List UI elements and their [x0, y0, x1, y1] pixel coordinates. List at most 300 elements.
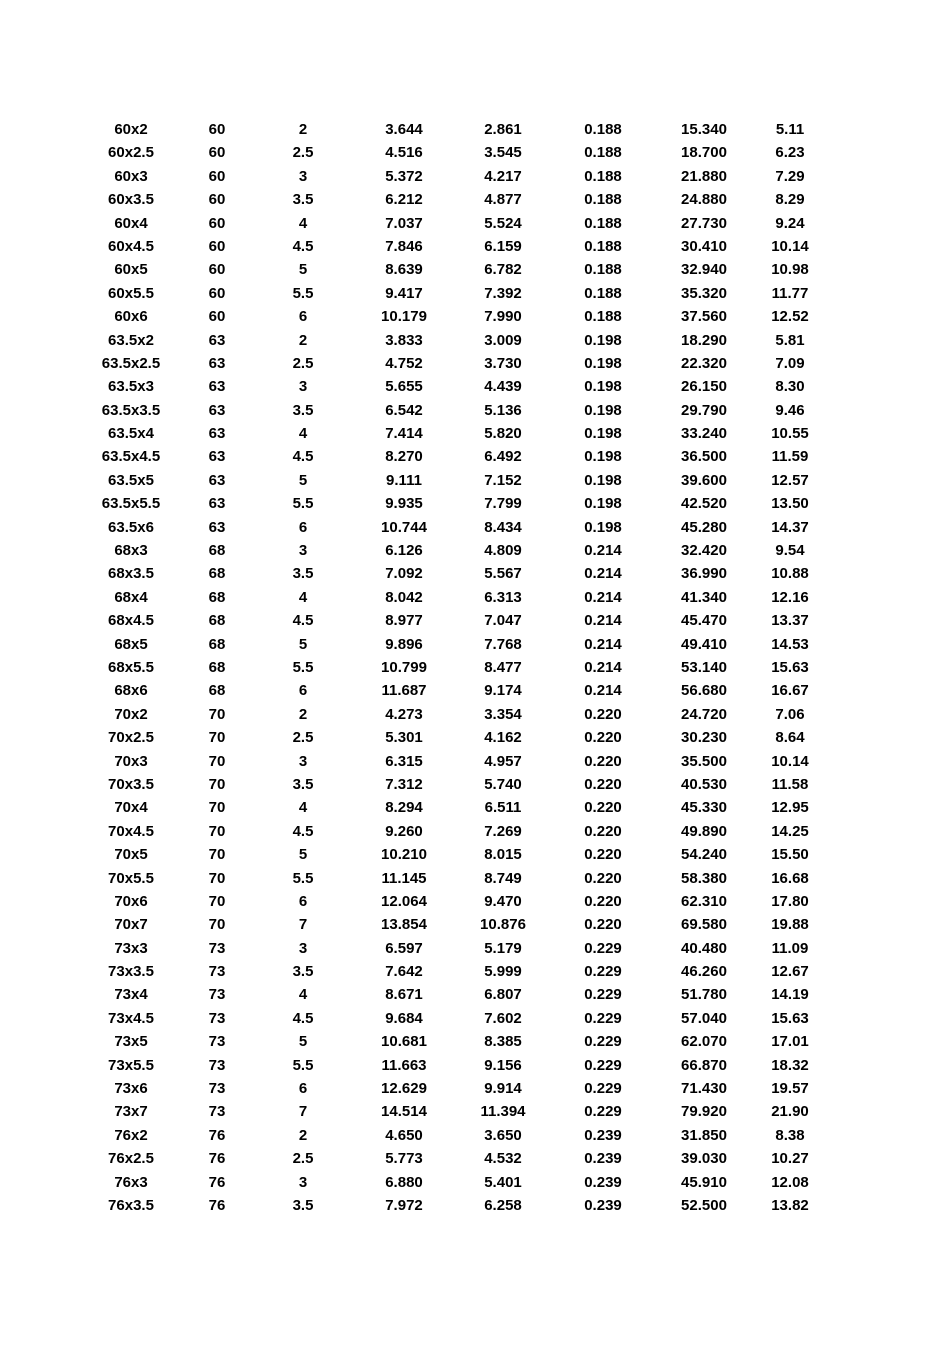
size-cell: 70x7	[114, 916, 148, 934]
modulus-cell: 15.50	[771, 846, 809, 864]
inertia-cell: 30.410	[681, 237, 727, 255]
area-cell: 12.629	[381, 1080, 427, 1098]
inertia-cell: 62.070	[681, 1033, 727, 1051]
outer-diameter-cell: 60	[208, 261, 226, 279]
outer-diameter-cell: 70	[208, 705, 226, 723]
wall-thickness-cell: 3	[298, 752, 308, 770]
weight-cell: 6.782	[484, 261, 522, 279]
size-cell: 73x5.5	[108, 1056, 154, 1074]
wall-thickness-cell: 6	[298, 682, 308, 700]
wall-thickness-cell: 2	[298, 1126, 308, 1144]
weight-cell: 11.394	[480, 1103, 526, 1121]
modulus-cell: 13.50	[771, 495, 809, 513]
weight-cell: 7.392	[484, 284, 522, 302]
outer-diameter-cell: 70	[208, 799, 226, 817]
surface-cell: 0.229	[584, 1009, 622, 1027]
weight-cell: 9.914	[484, 1080, 522, 1098]
outer-diameter-cell: 68	[208, 658, 226, 676]
area-cell: 5.301	[385, 729, 423, 747]
surface-cell: 0.214	[584, 682, 622, 700]
table-row	[0, 399, 950, 422]
surface-cell: 0.214	[584, 658, 622, 676]
wall-thickness-cell: 6	[298, 892, 308, 910]
table-row	[0, 516, 950, 539]
modulus-cell: 10.27	[771, 1150, 809, 1168]
table-row	[0, 1100, 950, 1123]
surface-cell: 0.220	[584, 846, 622, 864]
table-row	[0, 305, 950, 328]
wall-thickness-cell: 6	[298, 308, 308, 326]
wall-thickness-cell: 5.5	[292, 1056, 314, 1074]
table-row	[0, 913, 950, 936]
table-row	[0, 188, 950, 211]
weight-cell: 10.876	[480, 916, 526, 934]
inertia-cell: 45.910	[681, 1173, 727, 1191]
inertia-cell: 52.500	[681, 1196, 727, 1214]
weight-cell: 7.152	[484, 471, 522, 489]
weight-cell: 6.258	[484, 1196, 522, 1214]
table-row	[0, 867, 950, 890]
weight-cell: 3.009	[484, 331, 522, 349]
modulus-cell: 8.29	[775, 191, 805, 209]
surface-cell: 0.229	[584, 1033, 622, 1051]
size-cell: 73x4	[114, 986, 148, 1004]
wall-thickness-cell: 6	[298, 1080, 308, 1098]
inertia-cell: 26.150	[681, 378, 727, 396]
weight-cell: 4.439	[484, 378, 522, 396]
inertia-cell: 45.470	[681, 612, 727, 630]
outer-diameter-cell: 68	[208, 542, 226, 560]
inertia-cell: 29.790	[681, 401, 727, 419]
area-cell: 10.179	[381, 308, 427, 326]
outer-diameter-cell: 73	[208, 963, 226, 981]
outer-diameter-cell: 76	[208, 1196, 226, 1214]
weight-cell: 4.809	[484, 542, 522, 560]
surface-cell: 0.188	[584, 167, 622, 185]
weight-cell: 8.477	[484, 658, 522, 676]
surface-cell: 0.229	[584, 986, 622, 1004]
size-cell: 70x3	[114, 752, 148, 770]
modulus-cell: 15.63	[771, 1009, 809, 1027]
surface-cell: 0.220	[584, 729, 622, 747]
wall-thickness-cell: 5.5	[292, 869, 314, 887]
modulus-cell: 13.82	[771, 1196, 809, 1214]
surface-cell: 0.220	[584, 752, 622, 770]
weight-cell: 6.511	[484, 799, 522, 817]
modulus-cell: 10.14	[771, 752, 809, 770]
wall-thickness-cell: 3.5	[292, 1196, 314, 1214]
wall-thickness-cell: 2.5	[292, 1150, 314, 1168]
size-cell: 70x4.5	[108, 822, 154, 840]
area-cell: 9.896	[385, 635, 423, 653]
table-row	[0, 890, 950, 913]
inertia-cell: 49.410	[681, 635, 727, 653]
size-cell: 63.5x6	[108, 518, 154, 536]
area-cell: 6.126	[385, 542, 423, 560]
surface-cell: 0.188	[584, 237, 622, 255]
weight-cell: 5.179	[484, 939, 522, 957]
size-cell: 63.5x4	[108, 425, 154, 443]
size-cell: 73x3.5	[108, 963, 154, 981]
surface-cell: 0.198	[584, 425, 622, 443]
weight-cell: 7.990	[484, 308, 522, 326]
outer-diameter-cell: 60	[208, 237, 226, 255]
table-row	[0, 656, 950, 679]
wall-thickness-cell: 5.5	[292, 284, 314, 302]
surface-cell: 0.239	[584, 1173, 622, 1191]
surface-cell: 0.198	[584, 378, 622, 396]
size-cell: 60x5.5	[108, 284, 154, 302]
size-cell: 68x3.5	[108, 565, 154, 583]
inertia-cell: 32.420	[681, 542, 727, 560]
outer-diameter-cell: 60	[208, 144, 226, 162]
size-cell: 68x5.5	[108, 658, 154, 676]
table-row	[0, 282, 950, 305]
size-cell: 70x5	[114, 846, 148, 864]
size-cell: 73x5	[114, 1033, 148, 1051]
surface-cell: 0.214	[584, 612, 622, 630]
inertia-cell: 45.280	[681, 518, 727, 536]
inertia-cell: 39.600	[681, 471, 727, 489]
weight-cell: 6.492	[484, 448, 522, 466]
wall-thickness-cell: 4	[298, 986, 308, 1004]
modulus-cell: 12.08	[771, 1173, 809, 1191]
table-row	[0, 960, 950, 983]
inertia-cell: 69.580	[681, 916, 727, 934]
surface-cell: 0.220	[584, 705, 622, 723]
wall-thickness-cell: 2	[298, 331, 308, 349]
wall-thickness-cell: 3.5	[292, 963, 314, 981]
size-cell: 73x3	[114, 939, 148, 957]
surface-cell: 0.214	[584, 588, 622, 606]
outer-diameter-cell: 60	[208, 121, 226, 138]
outer-diameter-cell: 63	[208, 378, 226, 396]
table-row	[0, 983, 950, 1006]
area-cell: 10.681	[381, 1033, 427, 1051]
table-row	[0, 1077, 950, 1100]
wall-thickness-cell: 4	[298, 799, 308, 817]
size-cell: 63.5x5	[108, 471, 154, 489]
table-row	[0, 820, 950, 843]
area-cell: 14.514	[381, 1103, 427, 1121]
weight-cell: 5.567	[484, 565, 522, 583]
size-cell: 60x3	[114, 167, 148, 185]
weight-cell: 6.159	[484, 237, 522, 255]
weight-cell: 7.269	[484, 822, 522, 840]
area-cell: 4.273	[385, 705, 423, 723]
table-row	[0, 375, 950, 398]
table-row	[0, 141, 950, 164]
size-cell: 63.5x4.5	[101, 448, 161, 466]
area-cell: 8.639	[385, 261, 423, 279]
modulus-cell: 16.68	[771, 869, 809, 887]
wall-thickness-cell: 4	[298, 588, 308, 606]
surface-cell: 0.188	[584, 191, 622, 209]
weight-cell: 4.877	[484, 191, 522, 209]
outer-diameter-cell: 73	[208, 1009, 226, 1027]
modulus-cell: 16.67	[771, 682, 809, 700]
inertia-cell: 27.730	[681, 214, 727, 232]
inertia-cell: 51.780	[681, 986, 727, 1004]
area-cell: 11.145	[381, 869, 427, 887]
size-cell: 60x5	[114, 261, 148, 279]
table-row	[0, 1124, 950, 1147]
weight-cell: 5.401	[484, 1173, 522, 1191]
table-row	[0, 1054, 950, 1077]
outer-diameter-cell: 63	[208, 354, 226, 372]
weight-cell: 8.385	[484, 1033, 522, 1051]
size-cell: 60x4.5	[108, 237, 154, 255]
table-row	[0, 609, 950, 632]
wall-thickness-cell: 5	[298, 471, 308, 489]
weight-cell: 3.650	[484, 1126, 522, 1144]
table-row	[0, 492, 950, 515]
size-cell: 63.5x3.5	[101, 401, 161, 419]
surface-cell: 0.198	[584, 495, 622, 513]
surface-cell: 0.198	[584, 448, 622, 466]
size-cell: 68x6	[114, 682, 148, 700]
area-cell: 10.210	[381, 846, 427, 864]
wall-thickness-cell: 2	[298, 121, 308, 138]
inertia-cell: 49.890	[681, 822, 727, 840]
inertia-cell: 57.040	[681, 1009, 727, 1027]
wall-thickness-cell: 2.5	[292, 729, 314, 747]
table-row	[0, 562, 950, 585]
area-cell: 4.516	[385, 144, 423, 162]
size-cell: 70x2	[114, 705, 148, 723]
weight-cell: 8.434	[484, 518, 522, 536]
weight-cell: 7.768	[484, 635, 522, 653]
modulus-cell: 12.95	[771, 799, 809, 817]
modulus-cell: 19.88	[771, 916, 809, 934]
area-cell: 8.671	[385, 986, 423, 1004]
wall-thickness-cell: 3	[298, 378, 308, 396]
outer-diameter-cell: 73	[208, 1033, 226, 1051]
size-cell: 63.5x2	[108, 331, 154, 349]
size-cell: 63.5x2.5	[101, 354, 161, 372]
outer-diameter-cell: 70	[208, 869, 226, 887]
size-cell: 70x5.5	[108, 869, 154, 887]
size-cell: 70x2.5	[108, 729, 154, 747]
size-cell: 68x5	[114, 635, 148, 653]
size-cell: 70x4	[114, 799, 148, 817]
surface-cell: 0.188	[584, 121, 622, 138]
modulus-cell: 8.30	[775, 378, 805, 396]
table-row	[0, 750, 950, 773]
size-cell: 63.5x5.5	[101, 495, 161, 513]
outer-diameter-cell: 73	[208, 986, 226, 1004]
wall-thickness-cell: 5	[298, 1033, 308, 1051]
area-cell: 5.773	[385, 1150, 423, 1168]
area-cell: 9.417	[385, 284, 423, 302]
weight-cell: 8.015	[484, 846, 522, 864]
weight-cell: 8.749	[484, 869, 522, 887]
area-cell: 6.542	[385, 401, 423, 419]
table-row	[0, 329, 950, 352]
inertia-cell: 37.560	[681, 308, 727, 326]
modulus-cell: 7.29	[775, 167, 805, 185]
modulus-cell: 9.24	[775, 214, 805, 232]
wall-thickness-cell: 2.5	[292, 354, 314, 372]
weight-cell: 4.957	[484, 752, 522, 770]
weight-cell: 5.740	[484, 775, 522, 793]
surface-cell: 0.220	[584, 916, 622, 934]
area-cell: 9.935	[385, 495, 423, 513]
area-cell: 7.312	[385, 775, 423, 793]
table-row	[0, 539, 950, 562]
table-row	[0, 212, 950, 235]
size-cell: 73x7	[114, 1103, 148, 1121]
surface-cell: 0.198	[584, 471, 622, 489]
modulus-cell: 14.53	[771, 635, 809, 653]
wall-thickness-cell: 3	[298, 542, 308, 560]
size-cell: 73x6	[114, 1080, 148, 1098]
table-row	[0, 165, 950, 188]
wall-thickness-cell: 4.5	[292, 448, 314, 466]
table-row	[0, 258, 950, 281]
inertia-cell: 71.430	[681, 1080, 727, 1098]
area-cell: 8.270	[385, 448, 423, 466]
area-cell: 7.642	[385, 963, 423, 981]
outer-diameter-cell: 76	[208, 1126, 226, 1144]
modulus-cell: 12.52	[771, 308, 809, 326]
outer-diameter-cell: 63	[208, 331, 226, 349]
inertia-cell: 40.530	[681, 775, 727, 793]
outer-diameter-cell: 73	[208, 939, 226, 957]
surface-cell: 0.188	[584, 261, 622, 279]
area-cell: 6.212	[385, 191, 423, 209]
outer-diameter-cell: 60	[208, 167, 226, 185]
area-cell: 7.972	[385, 1196, 423, 1214]
weight-cell: 3.545	[484, 144, 522, 162]
wall-thickness-cell: 3	[298, 167, 308, 185]
area-cell: 5.372	[385, 167, 423, 185]
modulus-cell: 18.32	[771, 1056, 809, 1074]
inertia-cell: 36.990	[681, 565, 727, 583]
table-row	[0, 796, 950, 819]
area-cell: 11.663	[381, 1056, 427, 1074]
table-row	[0, 703, 950, 726]
wall-thickness-cell: 7	[298, 1103, 308, 1121]
wall-thickness-cell: 2.5	[292, 144, 314, 162]
weight-cell: 7.799	[484, 495, 522, 513]
modulus-cell: 5.11	[775, 121, 805, 138]
weight-cell: 4.217	[484, 167, 522, 185]
modulus-cell: 7.06	[775, 705, 805, 723]
inertia-cell: 18.700	[681, 144, 727, 162]
inertia-cell: 40.480	[681, 939, 727, 957]
wall-thickness-cell: 5	[298, 846, 308, 864]
surface-cell: 0.198	[584, 354, 622, 372]
area-cell: 6.597	[385, 939, 423, 957]
inertia-cell: 21.880	[681, 167, 727, 185]
area-cell: 3.833	[385, 331, 423, 349]
outer-diameter-cell: 73	[208, 1103, 226, 1121]
inertia-cell: 24.880	[681, 191, 727, 209]
table-row	[0, 1030, 950, 1053]
inertia-cell: 36.500	[681, 448, 727, 466]
surface-cell: 0.188	[584, 144, 622, 162]
size-cell: 76x2	[114, 1126, 148, 1144]
surface-cell: 0.220	[584, 822, 622, 840]
surface-cell: 0.214	[584, 565, 622, 583]
modulus-cell: 11.09	[771, 939, 809, 957]
wall-thickness-cell: 2	[298, 705, 308, 723]
size-cell: 73x4.5	[108, 1009, 154, 1027]
modulus-cell: 11.77	[771, 284, 809, 302]
surface-cell: 0.214	[584, 635, 622, 653]
surface-cell: 0.214	[584, 542, 622, 560]
modulus-cell: 17.80	[771, 892, 809, 910]
surface-cell: 0.229	[584, 1056, 622, 1074]
outer-diameter-cell: 70	[208, 892, 226, 910]
modulus-cell: 21.90	[771, 1103, 809, 1121]
area-cell: 4.650	[385, 1126, 423, 1144]
inertia-cell: 35.500	[681, 752, 727, 770]
modulus-cell: 19.57	[771, 1080, 809, 1098]
wall-thickness-cell: 7	[298, 916, 308, 934]
modulus-cell: 9.54	[775, 542, 805, 560]
wall-thickness-cell: 4	[298, 425, 308, 443]
outer-diameter-cell: 68	[208, 565, 226, 583]
inertia-cell: 66.870	[681, 1056, 727, 1074]
modulus-cell: 14.25	[771, 822, 809, 840]
weight-cell: 5.999	[484, 963, 522, 981]
outer-diameter-cell: 68	[208, 635, 226, 653]
surface-cell: 0.188	[584, 308, 622, 326]
size-cell: 60x2	[114, 121, 148, 138]
modulus-cell: 11.58	[771, 775, 809, 793]
inertia-cell: 42.520	[681, 495, 727, 513]
inertia-cell: 41.340	[681, 588, 727, 606]
modulus-cell: 14.19	[771, 986, 809, 1004]
area-cell: 9.684	[385, 1009, 423, 1027]
surface-cell: 0.229	[584, 939, 622, 957]
table-row	[0, 469, 950, 492]
inertia-cell: 24.720	[681, 705, 727, 723]
outer-diameter-cell: 76	[208, 1173, 226, 1191]
table-row	[0, 1007, 950, 1030]
area-cell: 7.414	[385, 425, 423, 443]
outer-diameter-cell: 73	[208, 1080, 226, 1098]
outer-diameter-cell: 68	[208, 612, 226, 630]
table-row	[0, 773, 950, 796]
modulus-cell: 5.81	[775, 331, 805, 349]
outer-diameter-cell: 63	[208, 471, 226, 489]
wall-thickness-cell: 3.5	[292, 191, 314, 209]
modulus-cell: 10.55	[771, 425, 809, 443]
inertia-cell: 53.140	[681, 658, 727, 676]
modulus-cell: 12.16	[771, 588, 809, 606]
weight-cell: 9.156	[484, 1056, 522, 1074]
weight-cell: 7.602	[484, 1009, 522, 1027]
inertia-cell: 56.680	[681, 682, 727, 700]
size-cell: 60x4	[114, 214, 148, 232]
outer-diameter-cell: 70	[208, 752, 226, 770]
area-cell: 11.687	[381, 682, 427, 700]
spec-table	[0, 118, 950, 1217]
inertia-cell: 18.290	[681, 331, 727, 349]
inertia-cell: 45.330	[681, 799, 727, 817]
outer-diameter-cell: 60	[208, 308, 226, 326]
wall-thickness-cell: 5	[298, 261, 308, 279]
modulus-cell: 6.23	[775, 144, 805, 162]
weight-cell: 2.861	[484, 121, 522, 138]
outer-diameter-cell: 63	[208, 425, 226, 443]
modulus-cell: 12.57	[771, 471, 809, 489]
surface-cell: 0.229	[584, 963, 622, 981]
size-cell: 76x3.5	[108, 1196, 154, 1214]
